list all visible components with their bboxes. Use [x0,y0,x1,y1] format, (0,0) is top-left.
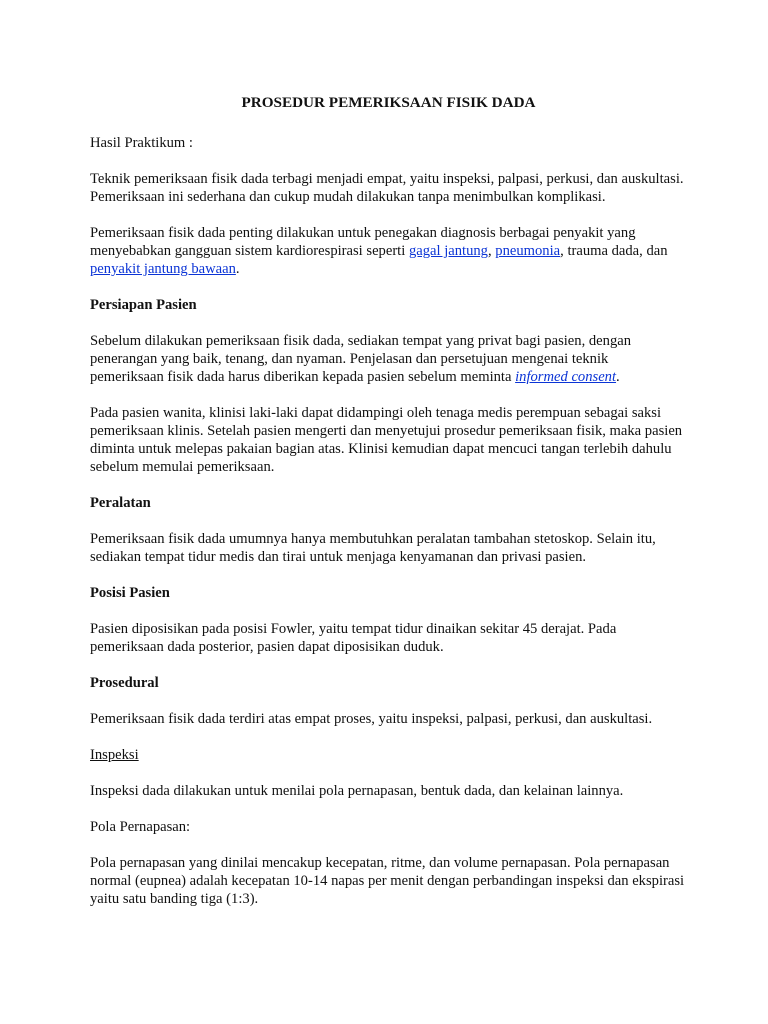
diagnosis-text-2: , [487,243,496,259]
heading-peralatan: Peralatan [90,495,151,511]
persiapan-text: Sebelum dilakukan pemeriksaan fisik dada, sediakan tempat yang privat bagi pasien, dengan penerangan yang baik, tenang, dan nyaman. Penjelasan dan persetujuan mengenai teknik pemeriksaan fisik dada harus diberikan kepada pasien sebelum meminta [90,333,632,385]
peralatan-paragraph: Pemeriksaan fisik dada umumnya hanya membutuhkan peralatan tambahan stetoskop. Selain itu, sediakan tempat tidur medis dan tirai untuk menjaga kenyamanan dan privasi pasien. [90,531,656,565]
intro-paragraph: Teknik pemeriksaan fisik dada terbagi menjadi empat, yaitu inspeksi, palpasi, perkusi, dan auskultasi. Pemeriksaan ini sederhana dan cukup mudah dilakukan tanpa menimbulkan komplikasi. [90,171,684,205]
link-informed-consent[interactable]: informed consent [515,369,617,385]
prosedural-paragraph: Pemeriksaan fisik dada terdiri atas empat proses, yaitu inspeksi, palpasi, perkusi, dan auskultasi. [90,711,653,727]
diagnosis-text-3: , trauma dada, dan [560,243,668,259]
diagnosis-text-4: . [235,261,240,277]
link-penyakit-jantung-bawaan[interactable]: penyakit jantung bawaan [90,261,236,277]
persiapan-paragraph-2: Pada pasien wanita, klinisi laki-laki dapat didampingi oleh tenaga medis perempuan sebagai saksi pemeriksaan klinis. Setelah pasien mengerti dan menyetujui prosedur pemeriksaan fisik, maka pasien diminta untuk melepas pakaian bagian atas. Klinisi kemudian dapat mencuci tangan terlebih dahulu sebelum memulai pemeriksaan. [90,405,683,475]
heading-posisi-pasien: Posisi Pasien [90,585,170,601]
intro-label: Hasil Praktikum : [90,135,193,151]
posisi-paragraph: Pasien diposisikan pada posisi Fowler, yaitu tempat tidur dinaikan sekitar 45 derajat. Pada pemeriksaan dada posterior, pasien dapat diposisikan duduk. [90,621,617,655]
persiapan-paragraph-1 [90,332,685,386]
pola-pernapasan-paragraph: Pola pernapasan yang dinilai mencakup kecepatan, ritme, dan volume pernapasan. Pola pernapasan normal (eupnea) adalah kecepatan 10-14 napas per menit dengan perbandingan inspeksi dan ekspirasi yaitu satu banding tiga (1:3). [90,855,685,907]
link-pneumonia[interactable]: pneumonia [495,243,561,259]
diagnosis-text-1: Pemeriksaan fisik dada penting dilakukan untuk penegakan diagnosis berbagai penyakit yang menyebabkan gangguan sistem kardiorespirasi seperti [90,225,636,259]
heading-prosedural: Prosedural [90,675,159,691]
heading-persiapan-pasien: Persiapan Pasien [90,297,197,313]
persiapan-text-end: . [616,369,620,385]
pola-pernapasan-label: Pola Pernapasan: [90,819,191,835]
inspeksi-paragraph: Inspeksi dada dilakukan untuk menilai pola pernapasan, bentuk dada, dan kelainan lainnya. [90,783,624,799]
heading-inspeksi: Inspeksi [90,747,139,763]
document-title: PROSEDUR PEMERIKSAAN FISIK DADA [241,94,536,111]
link-gagal-jantung[interactable]: gagal jantung [408,243,488,259]
diagnosis-paragraph [90,224,685,278]
document-page [90,94,685,926]
